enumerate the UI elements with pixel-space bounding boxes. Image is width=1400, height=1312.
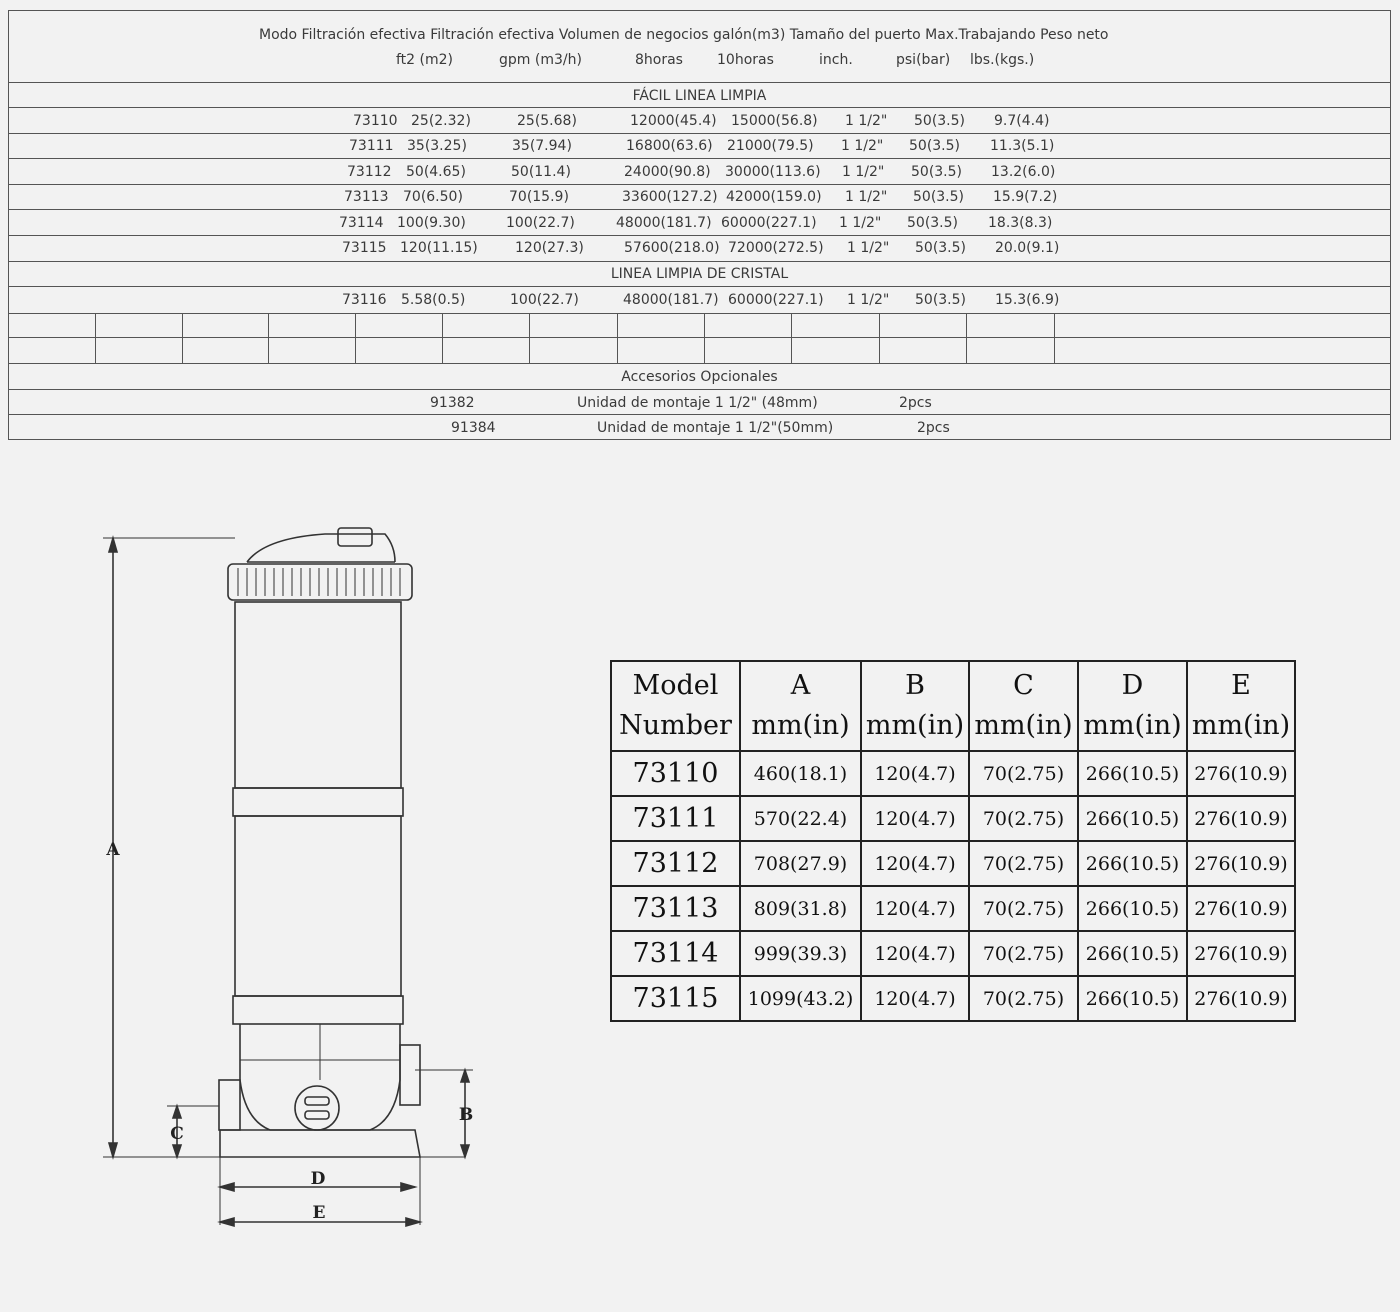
table-cell: 1 1/2" xyxy=(847,240,890,256)
empty-cell-border xyxy=(268,313,269,363)
table-cell: 11.3(5.1) xyxy=(990,138,1055,154)
unit-8h: 8horas xyxy=(635,52,683,68)
table-cell: 50(3.5) xyxy=(909,138,961,154)
table-cell: 48000(181.7) xyxy=(616,215,712,231)
table-cell: 70(2.75) xyxy=(969,886,1078,931)
table-cell: 266(10.5) xyxy=(1078,931,1187,976)
table-cell: 276(10.9) xyxy=(1187,751,1295,796)
header-line: C xyxy=(1013,670,1034,701)
unit-flow: gpm (m3/h) xyxy=(499,52,582,68)
table-cell: 24000(90.8) xyxy=(624,164,711,180)
table-cell: 33600(127.2) xyxy=(622,189,718,205)
table-cell: 1 1/2" xyxy=(839,215,882,231)
header-line: D xyxy=(1121,670,1144,701)
table-cell: 1099(43.2) xyxy=(740,976,861,1021)
header-b xyxy=(861,661,969,751)
unit-weight: lbs.(kgs.) xyxy=(970,52,1035,68)
table-cell: 73112 xyxy=(347,164,392,180)
table-row xyxy=(611,751,1295,796)
divider xyxy=(9,184,1390,185)
empty-cell-border xyxy=(182,313,183,363)
table-cell: 73113 xyxy=(344,189,389,205)
table-row xyxy=(611,976,1295,1021)
unit-pressure: psi(bar) xyxy=(896,52,951,68)
table-cell: 30000(113.6) xyxy=(725,164,821,180)
model-cell: 73115 xyxy=(611,976,740,1021)
header-e xyxy=(1187,661,1295,751)
table-cell: 70(2.75) xyxy=(969,931,1078,976)
table-cell: 50(3.5) xyxy=(915,292,967,308)
header-model xyxy=(611,661,740,751)
empty-cell-border xyxy=(704,313,705,363)
table-cell: 72000(272.5) xyxy=(728,240,824,256)
table-cell: 16800(63.6) xyxy=(626,138,713,154)
dim-label-d: D xyxy=(310,1169,326,1189)
table-header-row xyxy=(611,661,1295,751)
divider xyxy=(9,337,1390,338)
table-cell: 15.9(7.2) xyxy=(993,189,1058,205)
spec-header: Modo Filtración efectiva Filtración efectiva Volumen de negocios galón(m3) Tamaño del puerto Max.Trabajando Peso neto xyxy=(259,27,1109,43)
table-cell: 266(10.5) xyxy=(1078,976,1187,1021)
table-cell: 276(10.9) xyxy=(1187,886,1295,931)
accessory-name: Unidad de montaje 1 1/2"(50mm) xyxy=(597,420,834,436)
empty-cell-border xyxy=(617,313,618,363)
divider xyxy=(9,133,1390,134)
table-cell: 1 1/2" xyxy=(841,138,884,154)
table-cell: 25(2.32) xyxy=(411,113,471,129)
divider xyxy=(9,389,1390,390)
table-cell: 120(4.7) xyxy=(861,976,969,1021)
divider xyxy=(9,414,1390,415)
table-cell: 120(4.7) xyxy=(861,796,969,841)
accessory-qty: 2pcs xyxy=(917,420,950,436)
header-line: mm(in) xyxy=(974,710,1073,741)
accessory-name: Unidad de montaje 1 1/2" (48mm) xyxy=(577,395,818,411)
model-cell: 73113 xyxy=(611,886,740,931)
table-cell: 50(3.5) xyxy=(911,164,963,180)
table-cell: 120(27.3) xyxy=(515,240,584,256)
section-title: LINEA LIMPIA DE CRISTAL xyxy=(610,266,789,282)
model-cell: 73110 xyxy=(611,751,740,796)
table-cell: 50(3.5) xyxy=(914,113,966,129)
table-cell: 70(2.75) xyxy=(969,796,1078,841)
table-cell: 120(4.7) xyxy=(861,751,969,796)
header-line: mm(in) xyxy=(865,710,965,741)
table-row xyxy=(611,841,1295,886)
table-cell: 15.3(6.9) xyxy=(995,292,1060,308)
table-cell: 48000(181.7) xyxy=(623,292,719,308)
table-cell: 266(10.5) xyxy=(1078,886,1187,931)
table-cell: 1 1/2" xyxy=(845,113,888,129)
table-cell: 276(10.9) xyxy=(1187,796,1295,841)
table-row xyxy=(611,886,1295,931)
unit-10h: 10horas xyxy=(717,52,774,68)
header-line: E xyxy=(1231,670,1251,701)
table-cell: 50(3.5) xyxy=(913,189,965,205)
table-cell: 1 1/2" xyxy=(845,189,888,205)
header-line: A xyxy=(790,670,811,701)
table-cell: 276(10.9) xyxy=(1187,841,1295,886)
empty-cell-border xyxy=(966,313,967,363)
table-cell: 50(4.65) xyxy=(406,164,466,180)
empty-cell-border xyxy=(95,313,96,363)
table-cell: 9.7(4.4) xyxy=(994,113,1050,129)
dim-label-e: E xyxy=(312,1203,326,1223)
table-cell: 276(10.9) xyxy=(1187,931,1295,976)
divider xyxy=(9,363,1390,364)
empty-cell-border xyxy=(355,313,356,363)
empty-cell-border xyxy=(1054,313,1055,363)
table-cell: 809(31.8) xyxy=(740,886,861,931)
table-cell: 266(10.5) xyxy=(1078,841,1187,886)
table-cell: 50(11.4) xyxy=(511,164,571,180)
accessory-qty: 2pcs xyxy=(899,395,932,411)
empty-cell-border xyxy=(791,313,792,363)
section-title: Accesorios Opcionales xyxy=(621,369,778,385)
divider xyxy=(9,313,1390,314)
table-row xyxy=(611,796,1295,841)
table-cell: 1 1/2" xyxy=(847,292,890,308)
divider xyxy=(9,82,1390,83)
table-cell: 708(27.9) xyxy=(740,841,861,886)
table-cell: 266(10.5) xyxy=(1078,796,1187,841)
divider xyxy=(9,209,1390,210)
header-line: mm(in) xyxy=(1083,710,1182,741)
model-cell: 73112 xyxy=(611,841,740,886)
table-cell: 70(2.75) xyxy=(969,976,1078,1021)
table-cell: 70(2.75) xyxy=(969,751,1078,796)
table-cell: 18.3(8.3) xyxy=(988,215,1053,231)
section-title: FÁCIL LINEA LIMPIA xyxy=(632,88,767,104)
unit-port: inch. xyxy=(819,52,853,68)
filter-dimension-drawing xyxy=(95,520,485,1240)
table-cell: 1 1/2" xyxy=(842,164,885,180)
table-cell: 120(4.7) xyxy=(861,841,969,886)
table-cell: 25(5.68) xyxy=(517,113,577,129)
table-cell: 12000(45.4) xyxy=(630,113,717,129)
unit-area: ft2 (m2) xyxy=(396,52,453,68)
model-cell: 73114 xyxy=(611,931,740,976)
table-cell: 60000(227.1) xyxy=(721,215,817,231)
table-cell: 100(22.7) xyxy=(510,292,579,308)
model-cell: 73111 xyxy=(611,796,740,841)
empty-cell-border xyxy=(442,313,443,363)
table-cell: 42000(159.0) xyxy=(726,189,822,205)
table-cell: 120(11.15) xyxy=(400,240,478,256)
divider xyxy=(9,261,1390,262)
table-row xyxy=(611,931,1295,976)
table-cell: 266(10.5) xyxy=(1078,751,1187,796)
table-cell: 73116 xyxy=(342,292,387,308)
accessory-code: 91384 xyxy=(451,420,496,436)
table-cell: 20.0(9.1) xyxy=(995,240,1060,256)
header-c xyxy=(969,661,1078,751)
table-cell: 570(22.4) xyxy=(740,796,861,841)
spec-table xyxy=(8,10,1391,440)
table-cell: 50(3.5) xyxy=(915,240,967,256)
header-line: mm(in) xyxy=(751,710,850,741)
divider xyxy=(9,286,1390,287)
header-line: mm(in) xyxy=(1191,710,1291,741)
table-cell: 276(10.9) xyxy=(1187,976,1295,1021)
dim-label-a: A xyxy=(106,840,120,860)
table-cell: 73114 xyxy=(339,215,384,231)
table-cell: 120(4.7) xyxy=(861,931,969,976)
table-cell: 73110 xyxy=(353,113,398,129)
dim-label-c: C xyxy=(170,1124,184,1144)
table-cell: 50(3.5) xyxy=(907,215,959,231)
table-cell: 100(9.30) xyxy=(397,215,466,231)
table-cell: 35(3.25) xyxy=(407,138,467,154)
header-d xyxy=(1078,661,1187,751)
table-cell: 999(39.3) xyxy=(740,931,861,976)
accessory-code: 91382 xyxy=(430,395,475,411)
table-cell: 73111 xyxy=(349,138,394,154)
table-cell: 73115 xyxy=(342,240,387,256)
divider xyxy=(9,158,1390,159)
table-cell: 100(22.7) xyxy=(506,215,575,231)
dimension-table xyxy=(610,660,1296,1022)
table-cell: 5.58(0.5) xyxy=(401,292,466,308)
table-cell: 460(18.1) xyxy=(740,751,861,796)
header-line: B xyxy=(905,670,925,701)
table-cell: 60000(227.1) xyxy=(728,292,824,308)
table-cell: 70(6.50) xyxy=(403,189,463,205)
divider xyxy=(9,107,1390,108)
table-cell: 21000(79.5) xyxy=(727,138,814,154)
table-cell: 13.2(6.0) xyxy=(991,164,1056,180)
table-cell: 70(2.75) xyxy=(969,841,1078,886)
table-cell: 70(15.9) xyxy=(509,189,569,205)
table-cell: 57600(218.0) xyxy=(624,240,720,256)
header-line: Number xyxy=(619,710,732,741)
dim-label-b: B xyxy=(458,1105,474,1125)
header-a xyxy=(740,661,861,751)
header-line: Model xyxy=(632,670,719,701)
table-cell: 35(7.94) xyxy=(512,138,572,154)
table-cell: 15000(56.8) xyxy=(731,113,818,129)
empty-cell-border xyxy=(529,313,530,363)
empty-cell-border xyxy=(879,313,880,363)
table-cell: 120(4.7) xyxy=(861,886,969,931)
divider xyxy=(9,235,1390,236)
